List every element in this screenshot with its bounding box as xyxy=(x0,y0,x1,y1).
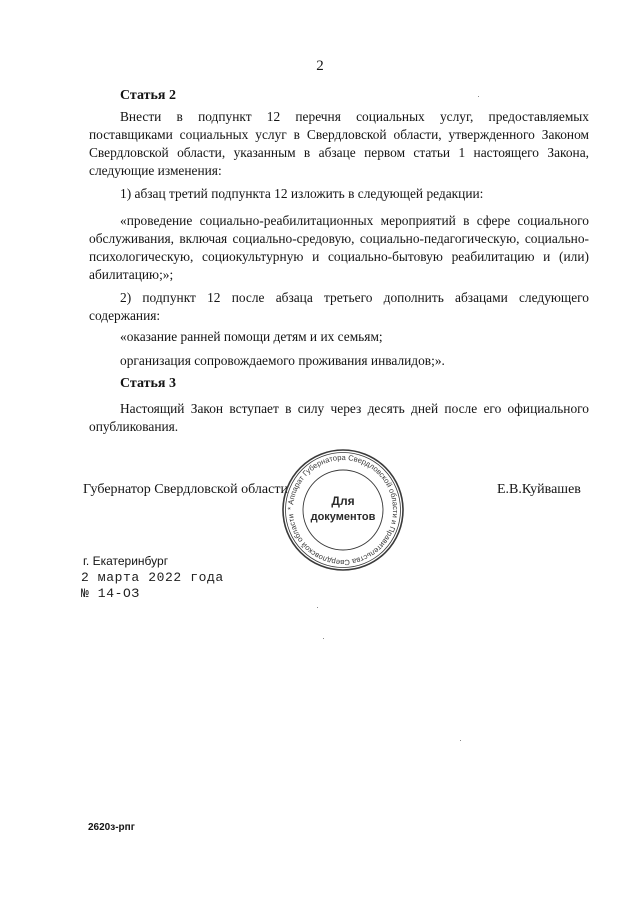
article-2-item-1: 1) абзац третий подпункта 12 изложить в следующей редакции: xyxy=(120,186,484,201)
seal-center-ring xyxy=(303,470,383,550)
article-2-item-2: 2) подпункт 12 после абзаца третьего дополнить абзацами следующего содержания: xyxy=(89,290,589,323)
page-number: 2 xyxy=(316,58,324,74)
signature-title: Губернатор Свердловской области xyxy=(83,482,288,497)
article-3-text: Настоящий Закон вступает в силу через десять дней после его официального опубликования. xyxy=(89,401,589,434)
scan-speck xyxy=(323,638,324,639)
article-2-item-2-text-1: «оказание ранней помощи детям и их семьям; xyxy=(120,329,383,344)
official-seal xyxy=(280,447,406,573)
seal-outer-ring xyxy=(283,450,403,570)
scan-speck xyxy=(478,96,479,97)
article-3-heading: Статья 3 xyxy=(120,376,176,391)
signature-name: Е.В.Куйвашев xyxy=(497,482,581,497)
article-2-intro: Внести в подпункт 12 перечня социальных услуг, предоставляемых поставщиками социальных услуг в Свердловской области, утвержденного Законом Свердловской области, указанным в абзаце первом статьи 1 настоящего Закона, следующие изменения: xyxy=(89,109,589,178)
document-reference: 2620з-рпг xyxy=(88,822,135,833)
law-date: 2 марта 2022 года xyxy=(81,570,224,585)
city: г. Екатеринбург xyxy=(83,554,169,568)
article-2-heading: Статья 2 xyxy=(120,88,176,103)
scan-speck xyxy=(317,607,318,608)
article-2-item-2-text-2: организация сопровождаемого проживания инвалидов;». xyxy=(120,353,445,368)
seal-center-line-1: Для xyxy=(331,494,355,508)
seal-center-line-2: документов xyxy=(310,511,376,523)
seal-graphic xyxy=(280,447,406,573)
article-2-item-1-text: «проведение социально-реабилитационных мероприятий в сфере социального обслуживания, включая социально-средовую, социально-педагогическую, социально-психологическую, социокультурную и социально-бытовую реабилитацию и (или) абилитацию;»; xyxy=(89,213,589,282)
law-number: № 14-ОЗ xyxy=(81,586,140,601)
scan-speck xyxy=(460,740,461,741)
seal-ring-text: * Аппарат Губернатора Свердловской области и Правительства Свердловской области xyxy=(285,452,401,568)
